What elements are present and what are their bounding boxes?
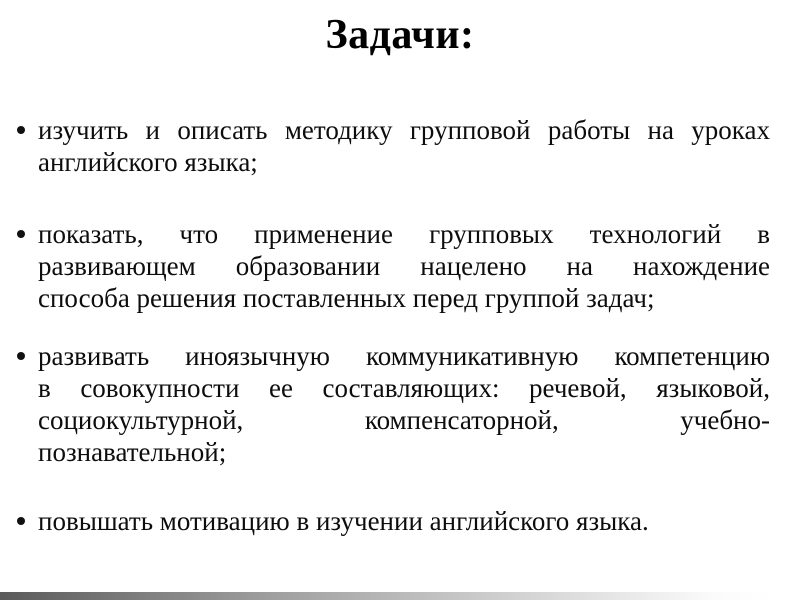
bottom-shadow-decoration	[0, 592, 775, 600]
bullet-line: развивающем образовании нацелено на нахождение	[38, 251, 770, 281]
bullet-dot-icon	[17, 230, 25, 238]
bullet-item-1	[0, 114, 770, 178]
bullet-line: английского языка;	[38, 147, 258, 177]
bullet-line: показать, что применение групповых технологий в	[38, 219, 770, 249]
bullet-text-1	[38, 114, 770, 178]
bullet-list	[0, 114, 800, 537]
slide-title: Задачи:	[325, 12, 475, 58]
bullet-line: способа решения поставленных перед группой задач;	[38, 283, 655, 313]
bullet-item-4	[0, 505, 770, 537]
bullet-dot-icon	[17, 126, 25, 134]
bullet-line: в совокупности ее составляющих: речевой, языковой,	[38, 373, 770, 403]
bullet-dot-icon	[17, 517, 25, 525]
bullet-dot-icon	[17, 352, 25, 360]
bullet-line: повышать мотивацию в изучении английского языка.	[38, 506, 649, 536]
bullet-line: изучить и описать методику групповой работы на уроках	[38, 115, 770, 145]
bullet-line: развивать иноязычную коммуникативную компетенцию	[38, 341, 770, 371]
bullet-item-3	[0, 340, 770, 468]
bullet-line: социокультурной, компенсаторной, учебно-	[38, 405, 770, 435]
bullet-line: познавательной;	[38, 437, 227, 467]
bullet-text-3	[38, 340, 770, 468]
bullet-item-2	[0, 218, 770, 314]
bullet-text-2	[38, 218, 770, 314]
bullet-text-4	[38, 505, 770, 537]
